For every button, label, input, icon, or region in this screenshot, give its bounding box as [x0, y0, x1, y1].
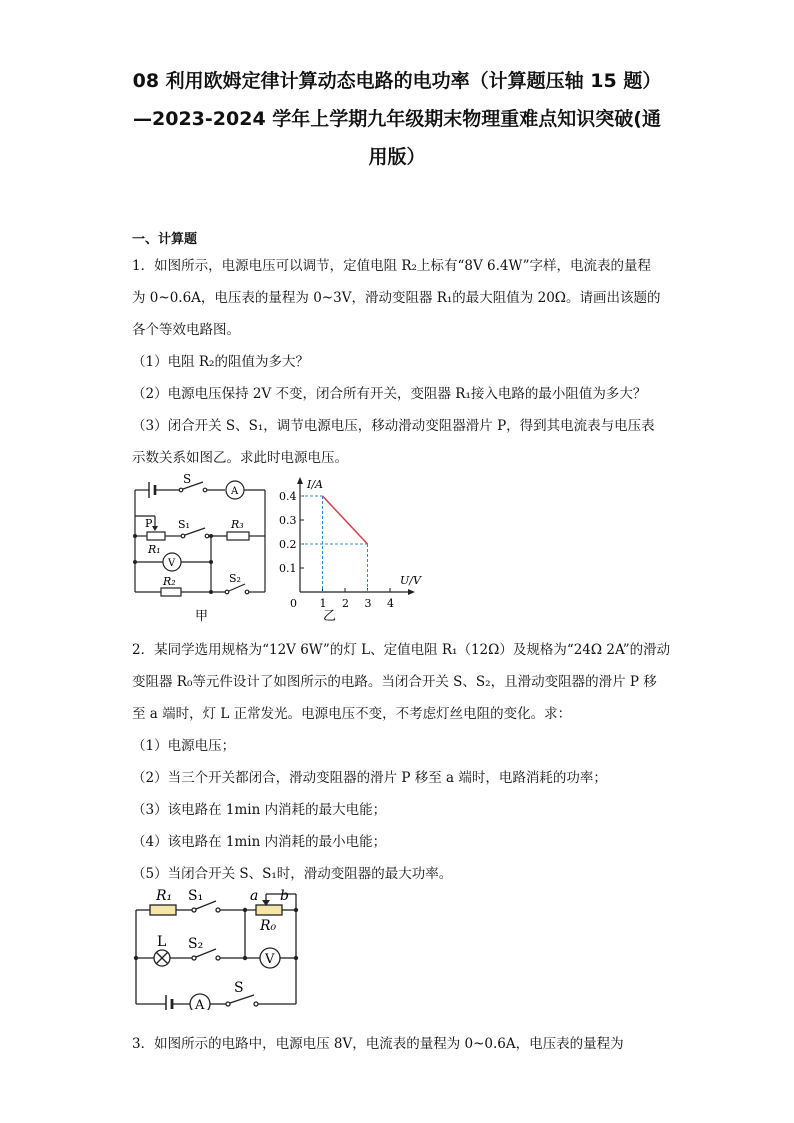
q1-line-1: 1．如图所示，电源电压可以调节，定值电阻 R₂上标有“8V 6.4W”字样，电流表的量程 [132, 258, 651, 274]
voltmeter-symbol: V [168, 558, 176, 569]
x-tick-label-4: 4 [387, 597, 394, 610]
q1-line-3: 各个等效电路图。 [132, 322, 240, 338]
q2-sub-2: （2）当三个开关都闭合，滑动变阻器的滑片 P 移至 a 端时，电路消耗的功率； [132, 770, 607, 786]
fig2-label-s2: S₂ [188, 936, 204, 952]
y-tick-label-3: 0.4 [279, 490, 297, 503]
q3-line-1: 3．如图所示的电路中，电源电压 8V，电流表的量程为 0~0.6A，电压表的量程为 [132, 1036, 624, 1052]
q2-line-2: 变阻器 R₀等元件设计了如图所示的电路。当闭合开关 S、S₂，且滑动变阻器的滑片 P 移 [132, 674, 657, 690]
q1-line-2: 为 0~0.6A，电压表的量程为 0~3V，滑动变阻器 R₁的最大阻值为 20Ω。请画出该题的 [132, 290, 661, 306]
voltmeter-symbol-2: V [265, 952, 275, 967]
fig2-label-r1: R₁ [156, 888, 173, 904]
y-tick-label-1: 0.2 [279, 538, 297, 551]
fig1-label-r2: R₂ [163, 575, 176, 588]
ammeter-symbol: A [231, 486, 239, 497]
fig1-label-p: P [145, 517, 153, 530]
figure-1 [125, 474, 425, 626]
fig1-label-s1: S₁ [178, 518, 190, 531]
title-line-2: —2023-2024 学年上学期九年级期末物理重难点知识突破(通 [133, 108, 661, 130]
fig2-label-s: S [234, 980, 244, 996]
figure-2 [130, 884, 310, 1010]
title-line-3: 用版） [368, 146, 426, 168]
fig2-label-l: L [157, 934, 167, 950]
q2-line-1: 2．某同学选用规格为“12V 6W”的灯 L、定值电阻 R₁（12Ω）及规格为“24Ω 2A”的滑动 [132, 642, 671, 658]
fig2-label-s1: S₁ [188, 888, 204, 904]
fig2-label-b: b [280, 888, 289, 904]
fig2-label-a: a [250, 888, 259, 904]
chart-yi [279, 477, 422, 624]
q2-sub-3: （3）该电路在 1min 内消耗的最大电能； [132, 802, 387, 818]
y-tick-label-0: 0.1 [279, 562, 297, 575]
fig1-label-r1: R₁ [148, 543, 161, 556]
fig1-label-s: S [183, 474, 192, 486]
chart-x-label: U/V [400, 574, 421, 587]
y-tick-label-2: 0.3 [279, 514, 297, 527]
x-tick-label-0: 0 [290, 597, 297, 610]
section-heading: 一、计算题 [132, 232, 198, 247]
q2-line-3: 至 a 端时，灯 L 正常发光。电源电压不变，不考虑灯丝电阻的变化。求： [132, 706, 572, 722]
x-tick-label-1: 1 [319, 597, 327, 610]
fig1-label-jia: 甲 [195, 609, 209, 624]
ammeter-symbol-2: A [195, 998, 205, 1010]
series-line-0-0 [323, 496, 368, 544]
x-tick-label-3: 3 [364, 597, 372, 610]
title-line-1: 08 利用欧姆定律计算动态电路的电功率（计算题压轴 15 题） [132, 70, 662, 92]
q1-sub-1: （1）电阻 R₂的阻值为多大？ [132, 354, 309, 370]
fig2-label-r0: R₀ [260, 918, 277, 934]
chart-label-yi: 乙 [323, 609, 337, 624]
chart-y-label: I/A [307, 478, 323, 491]
q2-sub-5: （5）当闭合开关 S、S₁时，滑动变阻器的最大功率。 [132, 866, 453, 882]
x-tick-label-2: 2 [342, 597, 349, 610]
q2-sub-4: （4）该电路在 1min 内消耗的最小电能； [132, 834, 387, 850]
document-title [60, 62, 734, 176]
q1-line-7: 示数关系如图乙。求此时电源电压。 [132, 450, 348, 466]
fig1-label-r3: R₃ [231, 518, 244, 531]
q1-sub-3: （3）闭合开关 S、S₁，调节电源电压，移动滑动变阻器滑片 P，得到其电流表与电压表 [132, 418, 655, 434]
q2-sub-1: （1）电源电压； [132, 738, 236, 754]
fig1-label-s2: S₂ [229, 572, 241, 585]
q1-sub-2: （2）电源电压保持 2V 不变，闭合所有开关，变阻器 R₁接入电路的最小阻值为多大？ [132, 386, 647, 402]
